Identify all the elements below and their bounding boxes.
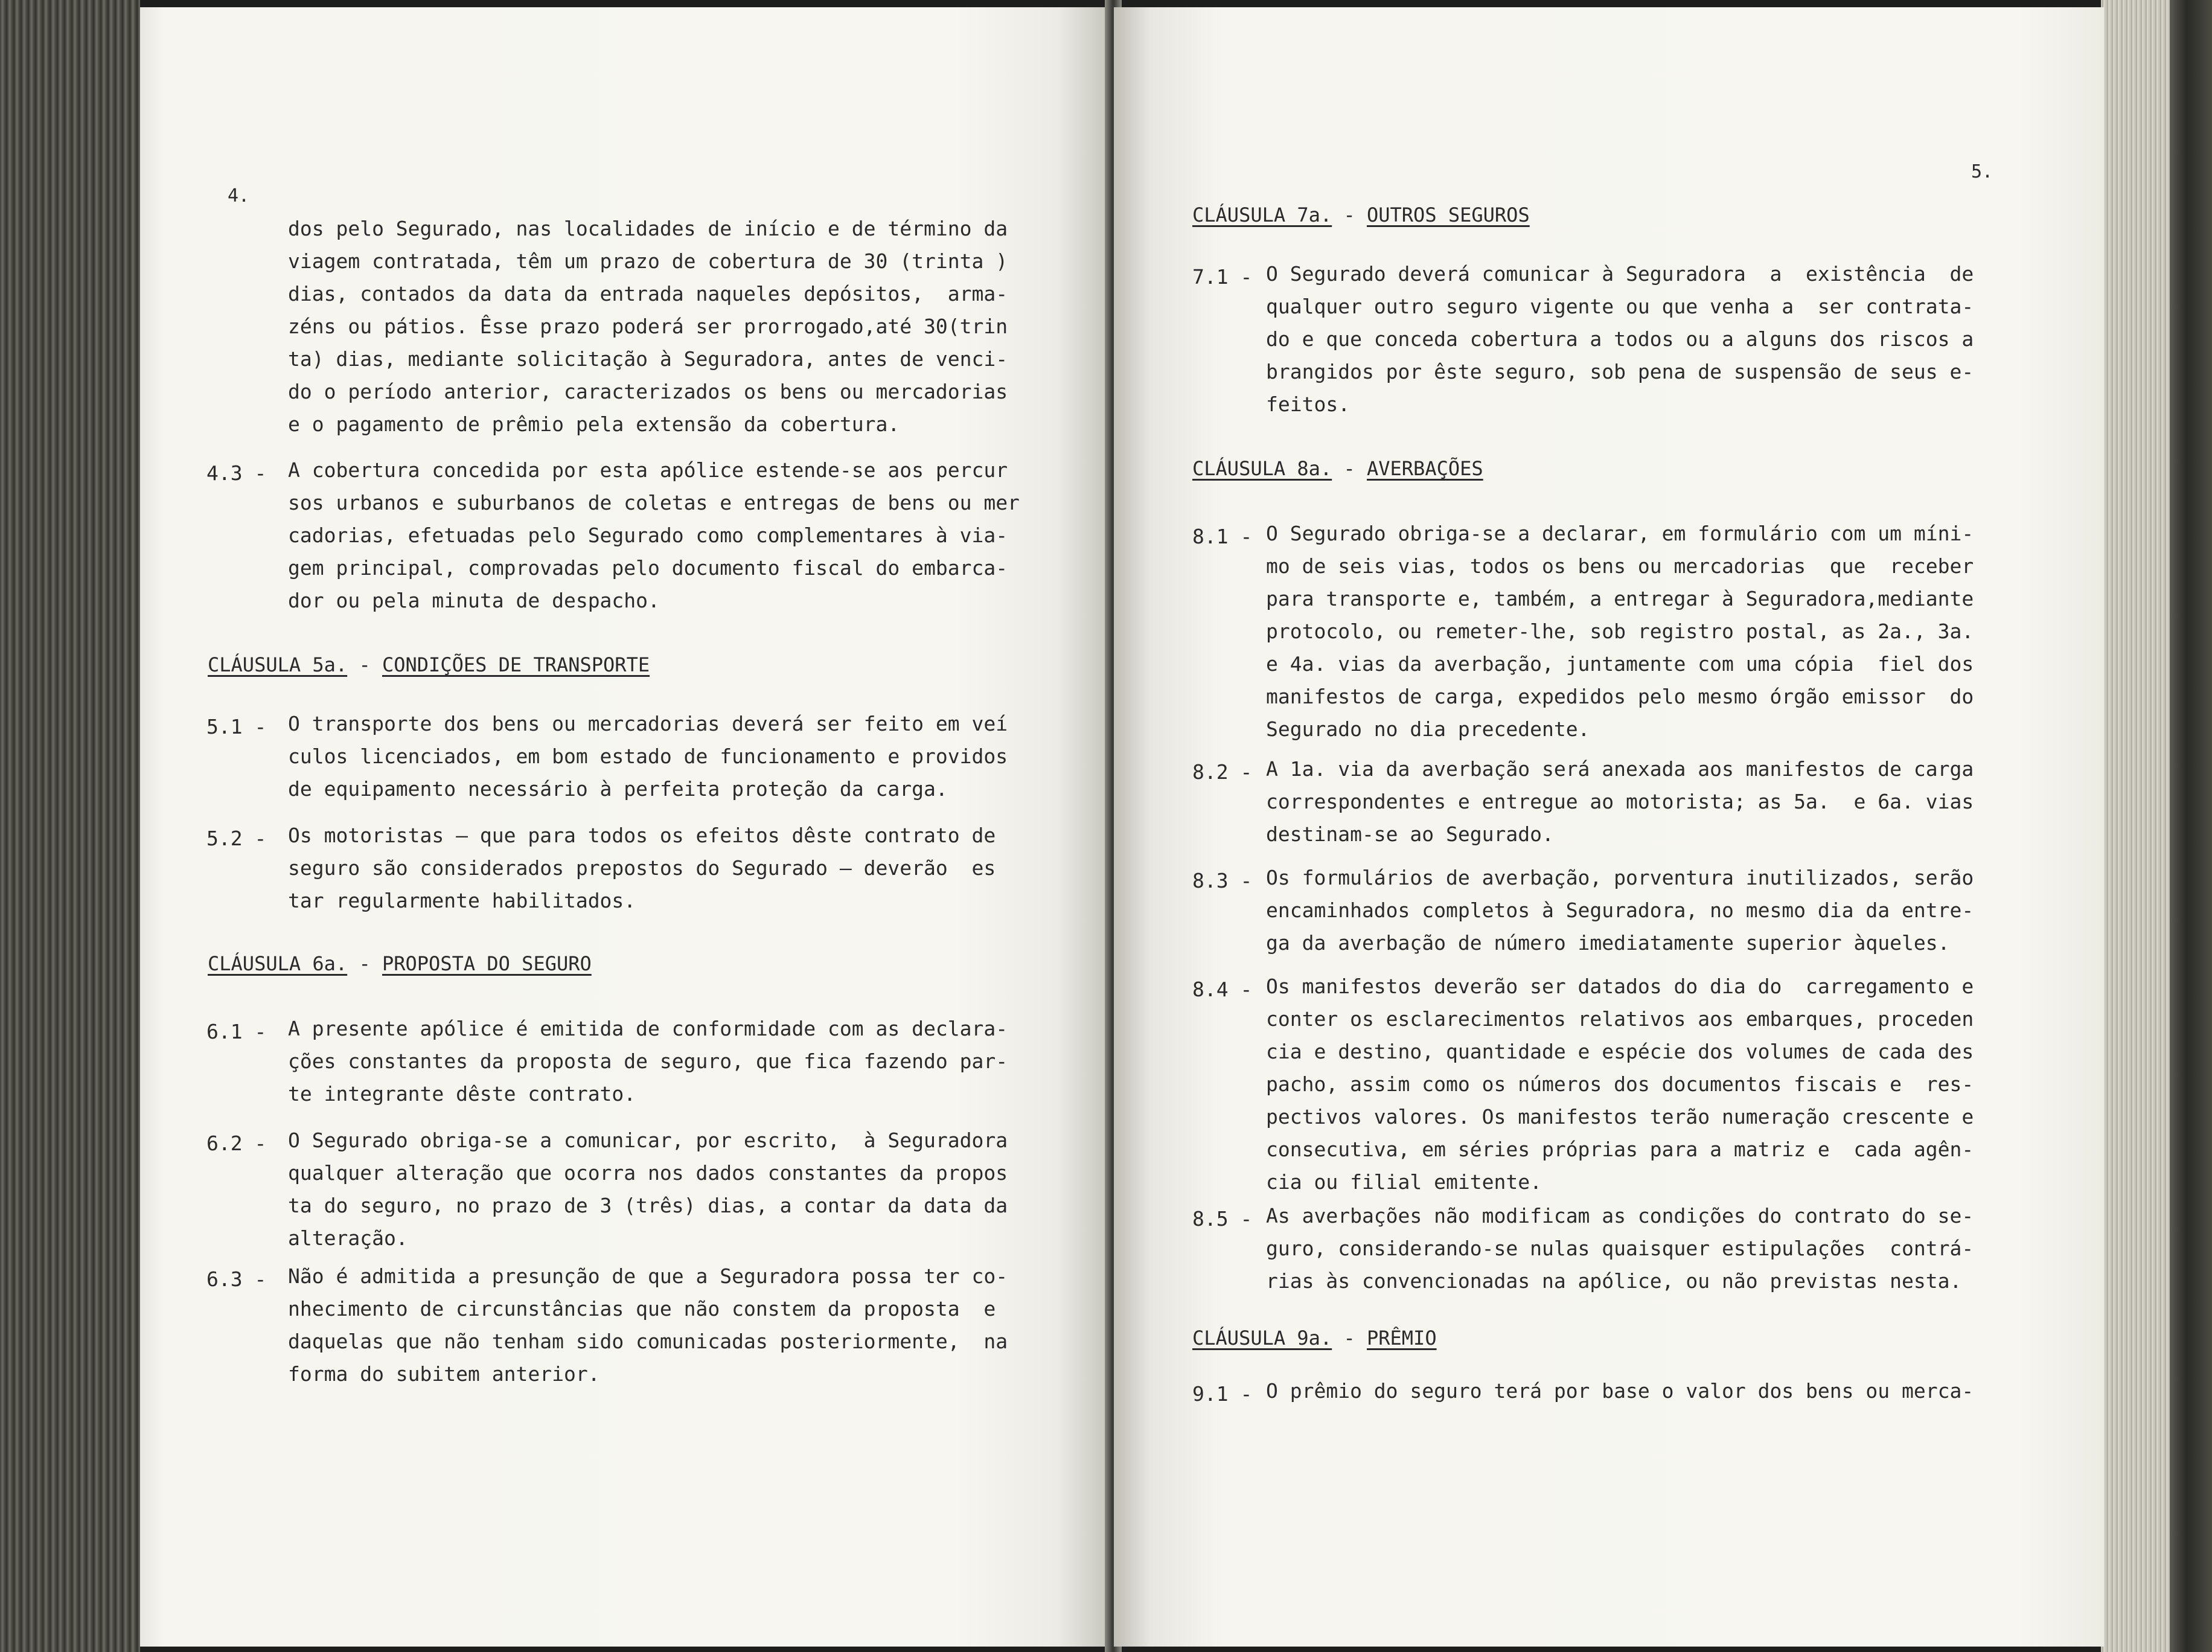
- text-line: viagem contratada, têm um prazo de cobertura de 30 (trinta ): [288, 249, 1008, 273]
- item-number: 8.1 -: [1192, 525, 1253, 548]
- text-line: Segurado no dia precedente.: [1266, 717, 1590, 741]
- text-line: cadorias, efetuadas pelo Segurado como complementares à via-: [288, 523, 1008, 547]
- text-line: pacho, assim como os números dos documentos fiscais e res-: [1266, 1072, 1974, 1096]
- text-line: zéns ou pátios. Êsse prazo poderá ser prorrogado,até 30(trin: [288, 315, 1008, 338]
- text-line: O Segurado deverá comunicar à Seguradora a existência de: [1266, 262, 1974, 286]
- item-9-1: [1266, 1375, 1974, 1407]
- item-8-2: [1266, 753, 1974, 851]
- item-number: 4.3 -: [206, 461, 267, 485]
- item-number: 8.4 -: [1192, 978, 1253, 1001]
- clause-title: PRÊMIO: [1366, 1327, 1437, 1349]
- text-line: gem principal, comprovadas pelo documento fiscal do embarca-: [288, 556, 1008, 580]
- text-line: encaminhados completos à Seguradora, no mesmo dia da entre-: [1266, 898, 1974, 922]
- item-6-2: [288, 1124, 1008, 1255]
- text-line: e o pagamento de prêmio pela extensão da cobertura.: [288, 412, 900, 436]
- text-line: O transporte dos bens ou mercadorias deverá ser feito em veí: [288, 712, 1008, 735]
- item-number: 7.1 -: [1192, 265, 1253, 289]
- text-line: Os manifestos deverão ser datados do dia do carregamento e: [1266, 975, 1974, 998]
- text-line: nhecimento de circunstâncias que não constem da proposta e: [288, 1297, 996, 1321]
- item-number: 8.5 -: [1192, 1207, 1253, 1231]
- text-line: do e que conceda cobertura a todos ou a alguns dos riscos a: [1266, 327, 1974, 351]
- item-number: 5.2 -: [206, 827, 267, 850]
- text-line: brangidos por êste seguro, sob pena de suspensão de seus e-: [1266, 360, 1974, 383]
- text-line: guro, considerando-se nulas quaisquer estipulações contrá-: [1266, 1237, 1974, 1260]
- item-number: 6.2 -: [206, 1132, 267, 1155]
- text-line: protocolo, ou remeter-lhe, sob registro postal, as 2a., 3a.: [1266, 620, 1974, 643]
- clause-label: CLÁUSULA 7a.: [1192, 203, 1332, 226]
- text-line: sos urbanos e suburbanos de coletas e entregas de bens ou mer: [288, 491, 1020, 514]
- item-6-3: [288, 1260, 1008, 1391]
- item-number: 5.1 -: [206, 715, 267, 738]
- text-line: Os formulários de averbação, porventura inutilizados, serão: [1266, 866, 1974, 889]
- text-line: manifestos de carga, expedidos pelo mesmo órgão emissor do: [1266, 685, 1974, 708]
- page-number: 5.: [1971, 161, 1993, 182]
- item-5-1: [288, 708, 1008, 805]
- clause-label: CLÁUSULA 5a.: [208, 653, 348, 676]
- text-line: Os motoristas — que para todos os efeitos dêste contrato de: [288, 824, 996, 847]
- clause-title: PROPOSTA DO SEGURO: [382, 952, 592, 975]
- text-line: mo de seis vias, todos os bens ou mercadorias que receber: [1266, 554, 1974, 578]
- item-number: 9.1 -: [1192, 1382, 1253, 1406]
- text-line: ga da averbação de número imediatamente superior àqueles.: [1266, 931, 1950, 955]
- clause-separator: -: [347, 952, 382, 975]
- item-8-3: [1266, 862, 1974, 959]
- item-number: 8.2 -: [1192, 760, 1253, 784]
- text-line: qualquer outro seguro vigente ou que venha a ser contrata-: [1266, 295, 1974, 318]
- text-line: pectivos valores. Os manifestos terão numeração crescente e: [1266, 1105, 1974, 1129]
- item-8-4: [1266, 970, 1974, 1199]
- text-line: tar regularmente habilitados.: [288, 889, 636, 912]
- text-line: O Segurado obriga-se a comunicar, por escrito, à Seguradora: [288, 1129, 1008, 1152]
- text-line: ta) dias, mediante solicitação à Seguradora, antes de venci-: [288, 347, 1008, 371]
- clause-label: CLÁUSULA 9a.: [1192, 1327, 1332, 1349]
- text-line: As averbações não modificam as condições do contrato do se-: [1266, 1204, 1974, 1228]
- text-line: te integrante dêste contrato.: [288, 1082, 636, 1106]
- item-8-1: [1266, 517, 1974, 746]
- clause-9-heading: [1192, 1327, 1437, 1349]
- text-line: destinam-se ao Segurado.: [1266, 822, 1554, 846]
- item-number: 6.3 -: [206, 1267, 267, 1291]
- item-8-5: [1266, 1200, 1974, 1298]
- clause-7-heading: [1192, 203, 1530, 226]
- text-line: para transporte e, também, a entregar à Seguradora,mediante: [1266, 587, 1974, 610]
- text-line: dos pelo Segurado, nas localidades de início e de término da: [288, 217, 1008, 240]
- text-line: A 1a. via da averbação será anexada aos manifestos de carga: [1266, 757, 1974, 781]
- text-line: ta do seguro, no prazo de 3 (três) dias, a contar da data da: [288, 1194, 1008, 1217]
- clause-separator: -: [1332, 1327, 1367, 1349]
- continuation-paragraph: [288, 213, 1008, 441]
- text-line: daquelas que não tenham sido comunicadas posteriormente, na: [288, 1330, 1008, 1353]
- item-number: 8.3 -: [1192, 869, 1253, 892]
- book-right-edge: [2101, 0, 2212, 1652]
- clause-separator: -: [1332, 203, 1367, 226]
- text-line: forma do subitem anterior.: [288, 1362, 600, 1386]
- text-line: A presente apólice é emitida de conformidade com as declara-: [288, 1017, 1008, 1040]
- text-line: O Segurado obriga-se a declarar, em formulário com um míni-: [1266, 522, 1974, 545]
- page-number: 4.: [228, 185, 250, 206]
- text-line: rias às convencionadas na apólice, ou não previstas nesta.: [1266, 1269, 1962, 1293]
- clause-label: CLÁUSULA 6a.: [208, 952, 348, 975]
- text-line: seguro são considerados prepostos do Segurado — deverão es: [288, 856, 996, 880]
- text-line: de equipamento necessário à perfeita proteção da carga.: [288, 777, 948, 801]
- clause-separator: -: [1332, 457, 1367, 480]
- clause-title: AVERBAÇÕES: [1366, 457, 1483, 480]
- text-line: consecutiva, em séries próprias para a matriz e cada agên-: [1266, 1138, 1974, 1161]
- text-line: correspondentes e entregue ao motorista; as 5a. e 6a. vias: [1266, 790, 1974, 813]
- clause-separator: -: [347, 653, 382, 676]
- clause-5-heading: [208, 653, 650, 676]
- text-line: O prêmio do seguro terá por base o valor dos bens ou merca-: [1266, 1379, 1974, 1403]
- clause-label: CLÁUSULA 8a.: [1192, 457, 1332, 480]
- clause-6-heading: [208, 952, 592, 975]
- text-line: cia ou filial emitente.: [1266, 1170, 1542, 1194]
- item-7-1: [1266, 258, 1974, 421]
- text-line: Não é admitida a presunção de que a Seguradora possa ter co-: [288, 1264, 1008, 1288]
- text-line: A cobertura concedida por esta apólice estende-se aos percur: [288, 458, 1008, 482]
- left-page: [140, 7, 1111, 1647]
- book-left-edge: [0, 0, 140, 1652]
- text-line: dor ou pela minuta de despacho.: [288, 589, 660, 612]
- clause-8-heading: [1192, 457, 1483, 480]
- text-line: do o período anterior, caracterizados os bens ou mercadorias: [288, 380, 1008, 403]
- clause-title: CONDIÇÕES DE TRANSPORTE: [382, 653, 650, 676]
- item-4-3: [288, 454, 1020, 617]
- item-5-2: [288, 819, 996, 917]
- text-line: alteração.: [288, 1226, 408, 1250]
- text-line: qualquer alteração que ocorra nos dados constantes da propos: [288, 1161, 1008, 1185]
- right-page: [1114, 7, 2104, 1647]
- text-line: culos licenciados, em bom estado de funcionamento e providos: [288, 744, 1008, 768]
- item-6-1: [288, 1013, 1008, 1110]
- text-line: dias, contados da data da entrada naqueles depósitos, arma-: [288, 282, 1008, 306]
- text-line: conter os esclarecimentos relativos aos embarques, proceden: [1266, 1007, 1974, 1031]
- clause-title: OUTROS SEGUROS: [1366, 203, 1530, 226]
- text-line: e 4a. vias da averbação, juntamente com uma cópia fiel dos: [1266, 652, 1974, 676]
- text-line: cia e destino, quantidade e espécie dos volumes de cada des: [1266, 1040, 1974, 1063]
- text-line: ções constantes da proposta de seguro, que fica fazendo par-: [288, 1049, 1008, 1073]
- item-number: 6.1 -: [206, 1020, 267, 1043]
- text-line: feitos.: [1266, 392, 1351, 416]
